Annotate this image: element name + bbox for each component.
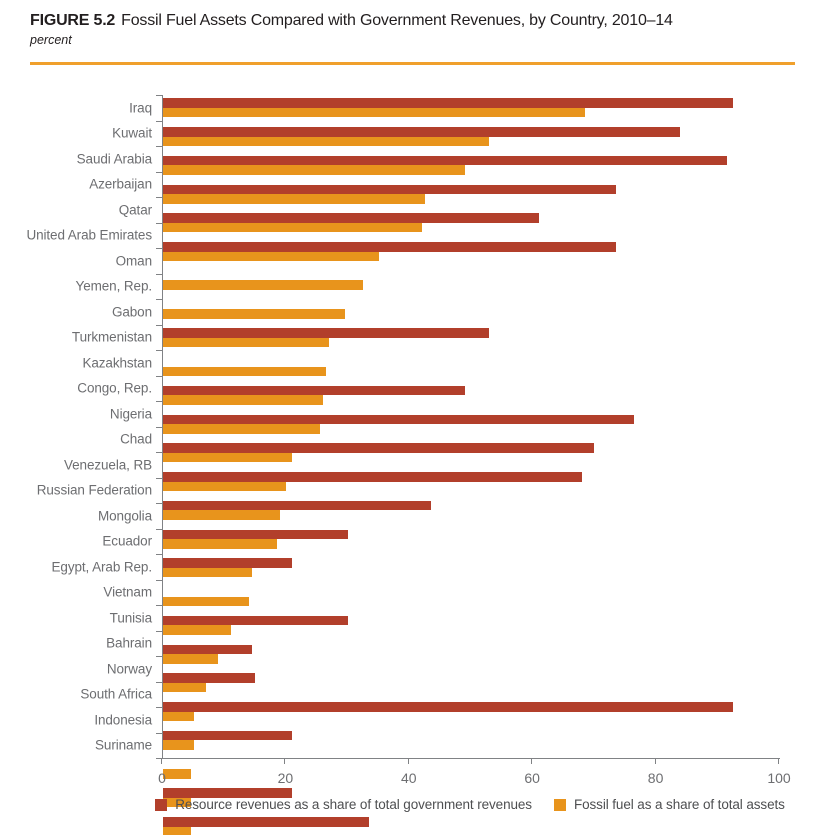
revenue-bar	[163, 415, 634, 425]
legend-label-revenues: Resource revenues as a share of total government revenues	[175, 797, 532, 812]
asset-bar	[163, 367, 326, 377]
legend-container	[130, 797, 810, 812]
y-axis-labels	[0, 95, 152, 758]
country-row	[163, 242, 779, 268]
country-label: Turkmenistan	[71, 329, 152, 345]
asset-bar	[163, 252, 379, 262]
asset-bar	[163, 769, 191, 779]
revenue-bar	[163, 386, 465, 396]
revenue-bar	[163, 127, 680, 137]
country-row	[163, 472, 779, 498]
asset-bar	[163, 453, 292, 463]
country-label: United Arab Emirates	[26, 227, 152, 243]
asset-bar	[163, 568, 252, 578]
country-label: South Africa	[80, 686, 152, 702]
bar-chart	[0, 95, 826, 835]
country-label: Indonesia	[94, 712, 152, 728]
country-row	[163, 530, 779, 556]
asset-bar	[163, 395, 323, 405]
revenue-bar	[163, 645, 252, 655]
country-label: Azerbaijan	[89, 176, 152, 192]
country-label: Nigeria	[109, 406, 152, 422]
country-row	[163, 300, 779, 326]
x-axis-tick-label: 0	[158, 770, 166, 786]
country-label: Gabon	[111, 304, 152, 320]
country-label: Egypt, Arab Rep.	[51, 559, 152, 575]
country-label: Chad	[120, 431, 152, 447]
country-label: Ecuador	[102, 533, 152, 549]
asset-bar	[163, 683, 206, 693]
country-row	[163, 271, 779, 297]
country-row	[163, 415, 779, 441]
revenue-bar	[163, 530, 348, 540]
asset-bar	[163, 597, 249, 607]
revenue-bar	[163, 616, 348, 626]
y-axis-line	[162, 95, 163, 759]
legend-item-revenues	[155, 797, 532, 812]
x-axis-tick-label: 100	[767, 770, 791, 786]
revenue-bar	[163, 328, 489, 338]
country-row	[163, 443, 779, 469]
country-label: Norway	[106, 661, 152, 677]
revenue-bar	[163, 156, 727, 166]
figure-title-text: Fossil Fuel Assets Compared with Government Revenues, by Country, 2010–14	[121, 12, 673, 29]
asset-bar	[163, 424, 320, 434]
country-row	[163, 645, 779, 671]
country-label: Kazakhstan	[82, 355, 152, 371]
revenue-bar	[163, 443, 594, 453]
revenue-bar	[163, 702, 733, 712]
country-row	[163, 731, 779, 757]
country-label: Vietnam	[103, 584, 152, 600]
legend-swatch-assets	[554, 799, 566, 811]
asset-bar	[163, 827, 191, 835]
revenue-bar	[163, 501, 431, 511]
country-row	[163, 213, 779, 239]
x-axis-tick-label: 20	[277, 770, 294, 786]
country-label: Mongolia	[98, 508, 152, 524]
country-label: Kuwait	[112, 125, 152, 141]
country-label: Tunisia	[109, 610, 152, 626]
country-row	[163, 817, 779, 835]
legend	[155, 797, 785, 812]
country-row	[163, 501, 779, 527]
asset-bar	[163, 625, 231, 635]
country-row	[163, 702, 779, 728]
asset-bar	[163, 137, 489, 147]
country-label: Yemen, Rep.	[75, 278, 152, 294]
country-label: Qatar	[118, 202, 152, 218]
revenue-bar	[163, 185, 616, 195]
country-label: Bahrain	[106, 635, 152, 651]
country-row	[163, 587, 779, 613]
bar-rows	[163, 95, 779, 758]
country-label: Iraq	[129, 100, 152, 116]
title-rule	[30, 62, 795, 65]
x-axis-tick-label: 40	[401, 770, 417, 786]
legend-label-assets: Fossil fuel as a share of total assets	[573, 797, 785, 812]
asset-bar	[163, 223, 422, 233]
asset-bar	[163, 309, 345, 319]
asset-bar	[163, 740, 194, 750]
unit-label: percent	[30, 33, 72, 47]
asset-bar	[163, 108, 585, 118]
country-row	[163, 185, 779, 211]
country-row	[163, 558, 779, 584]
country-row	[163, 760, 779, 786]
revenue-bar	[163, 817, 369, 827]
legend-item-assets	[554, 797, 785, 812]
country-label: Saudi Arabia	[76, 151, 152, 167]
revenue-bar	[163, 731, 292, 741]
legend-swatch-revenues	[155, 799, 167, 811]
revenue-bar	[163, 213, 539, 223]
asset-bar	[163, 539, 277, 549]
asset-bar	[163, 338, 329, 348]
country-label: Venezuela, RB	[63, 457, 152, 473]
country-row	[163, 98, 779, 124]
plot-area	[162, 95, 779, 758]
x-axis-tick-label: 80	[647, 770, 664, 786]
country-row	[163, 328, 779, 354]
country-label: Oman	[115, 253, 152, 269]
country-label: Congo, Rep.	[77, 380, 152, 396]
country-label: Russian Federation	[36, 482, 152, 498]
revenue-bar	[163, 98, 733, 108]
asset-bar	[163, 165, 465, 175]
figure-title	[30, 12, 795, 30]
asset-bar	[163, 712, 194, 722]
asset-bar	[163, 194, 425, 204]
country-row	[163, 357, 779, 383]
x-axis-tick-label: 60	[524, 770, 540, 786]
asset-bar	[163, 482, 286, 492]
revenue-bar	[163, 673, 255, 683]
country-row	[163, 127, 779, 153]
revenue-bar	[163, 472, 582, 482]
figure-header	[30, 12, 795, 47]
country-row	[163, 673, 779, 699]
country-row	[163, 386, 779, 412]
asset-bar	[163, 654, 218, 664]
figure-number: FIGURE 5.2	[30, 12, 116, 29]
revenue-bar	[163, 558, 292, 568]
country-row	[163, 616, 779, 642]
country-label: Suriname	[95, 737, 152, 753]
x-axis-line	[162, 758, 780, 759]
asset-bar	[163, 280, 363, 290]
revenue-bar	[163, 242, 616, 252]
asset-bar	[163, 510, 280, 520]
country-row	[163, 156, 779, 182]
